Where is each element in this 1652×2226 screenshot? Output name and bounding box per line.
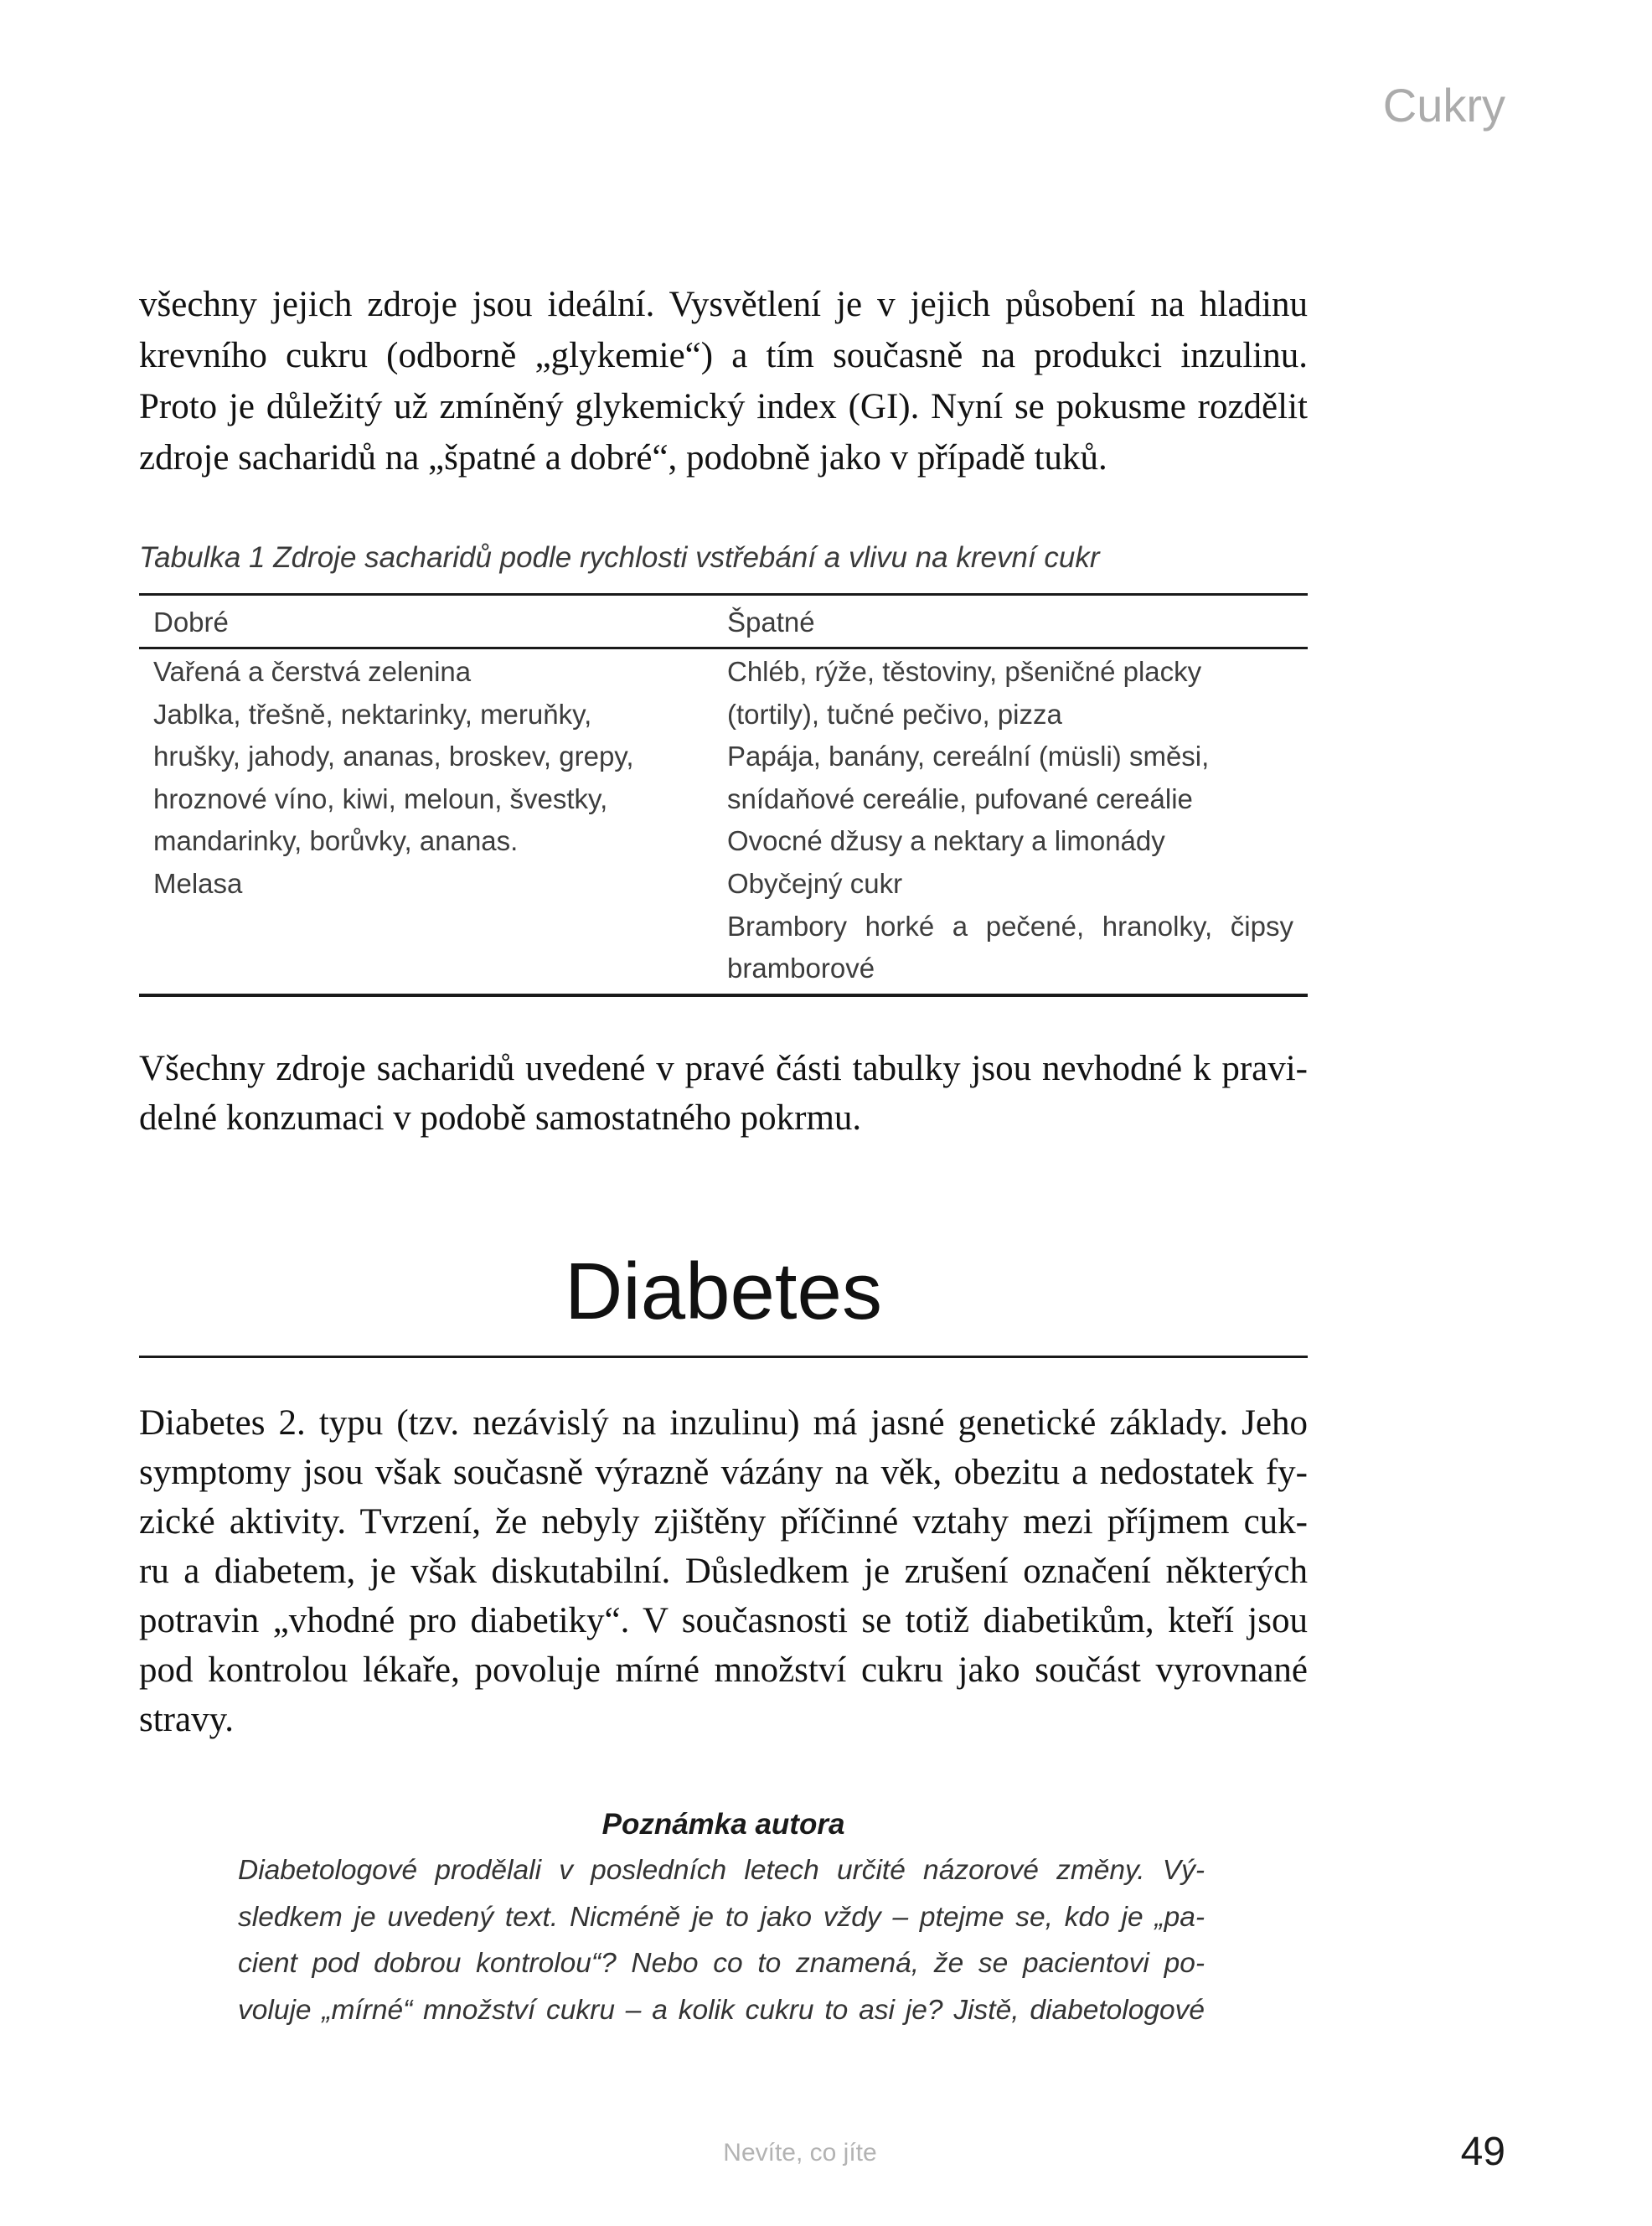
text-line: Proto je důležitý už zmíněný glykemický index (GI). Nyní se pokusme rozdělit (139, 387, 1308, 426)
table-cell-line: bramborové (727, 953, 875, 984)
table-cell-line: Chléb, rýže, těstoviny, pšeničné placky (727, 656, 1202, 687)
text-line: Diabetologové prodělali v posledních letech určité názorové změny. Vý- (238, 1855, 1205, 1886)
table-cell-line: hroznové víno, kiwi, meloun, švestky, (153, 782, 608, 814)
table-cell-line: mandarinky, borůvky, ananas. (153, 825, 519, 857)
page-number: 49 (1460, 2130, 1505, 2174)
table-header-good: Dobré (153, 607, 229, 638)
table-header-bad: Špatné (727, 607, 815, 638)
text-line: voluje „mírné“ množství cukru – a kolik cukru to asi je? Jistě, diabetologové (238, 1994, 1205, 2026)
text-line: ru a diabetem, je však diskutabilní. Důsledkem je zrušení označení některých (139, 1552, 1308, 1591)
table-header-row (139, 596, 1308, 649)
text-line: potravin „vhodné pro diabetiky“. V současnosti se totiž diabetikům, kteří jsou (139, 1601, 1308, 1640)
text-line: cient pod dobrou kontrolou“? Nebo co to znamená, že se pacientovi po- (238, 1948, 1205, 1979)
table-cell-line: Melasa (153, 867, 243, 899)
footer-book-title: Nevíte, co jíte (723, 2139, 877, 2167)
body-paragraph-intro (139, 279, 1308, 483)
table-cell-line: Vařená a čerstvá zelenina (153, 656, 472, 687)
text-line: Diabetes 2. typu (tzv. nezávislý na inzulinu) má jasné genetické základy. Jeho (139, 1403, 1308, 1443)
table-body (139, 649, 1308, 994)
body-paragraph-diabetes (139, 1398, 1308, 1744)
table-cell-line: hrušky, jahody, ananas, broskev, grepy, (153, 741, 634, 772)
table-cell-line: Papája, banány, cereální (müsli) směsi, (727, 741, 1210, 772)
table-cell-line: snídaňové cereálie, pufované cereálie (727, 782, 1193, 814)
table-cell-line: Brambory horké a pečené, hranolky, čipsy (727, 910, 1293, 942)
text-line: sledkem je uvedený text. Nicméně je to jako vždy – ptejme se, kdo je „pa- (238, 1901, 1205, 1933)
body-paragraph-after-table (139, 1044, 1308, 1143)
text-line: stravy. (139, 1700, 235, 1739)
table-cell-line: Jablka, třešně, nektarinky, meruňky, (153, 698, 592, 730)
running-header: Cukry (1382, 79, 1505, 132)
table-cell-line: (tortily), tučné pečivo, pizza (727, 698, 1062, 730)
text-line: zické aktivity. Tvrzení, že nebyly zjištěny příčinné vztahy mezi příjmem cuk- (139, 1502, 1308, 1542)
author-note-title: Poznámka autora (601, 1808, 845, 1841)
text-line: delné konzumaci v podobě samostatného pokrmu. (139, 1098, 862, 1138)
table-caption: Tabulka 1 Zdroje sacharidů podle rychlosti vstřebání a vlivu na krevní cukr (139, 541, 1100, 574)
table-cell-line: Ovocné džusy a nektary a limonády (727, 825, 1165, 857)
table-column-good (153, 651, 727, 990)
text-line: všechny jejich zdroje jsou ideální. Vysvětlení je v jejich působení na hladinu (139, 285, 1308, 324)
section-heading: Diabetes (565, 1247, 882, 1336)
table-column-bad (727, 651, 1293, 990)
heading-underline (139, 1356, 1308, 1358)
carbohydrate-sources-table (139, 593, 1308, 997)
table-cell-line: Obyčejný cukr (727, 867, 903, 899)
text-line: symptomy jsou však současně výrazně vázány na věk, obezitu a nedostatek fy- (139, 1453, 1308, 1492)
text-line: krevního cukru (odborně „glykemie“) a tím současně na produkci inzulinu. (139, 336, 1308, 375)
text-line: pod kontrolou lékaře, povoluje mírné množství cukru jako součást vyrovnané (139, 1650, 1308, 1690)
text-line: Všechny zdroje sacharidů uvedené v pravé části tabulky jsou nevhodné k pravi- (139, 1049, 1308, 1088)
text-line: zdroje sacharidů na „špatné a dobré“, podobně jako v případě tuků. (139, 438, 1107, 478)
author-note (238, 1847, 1205, 2033)
